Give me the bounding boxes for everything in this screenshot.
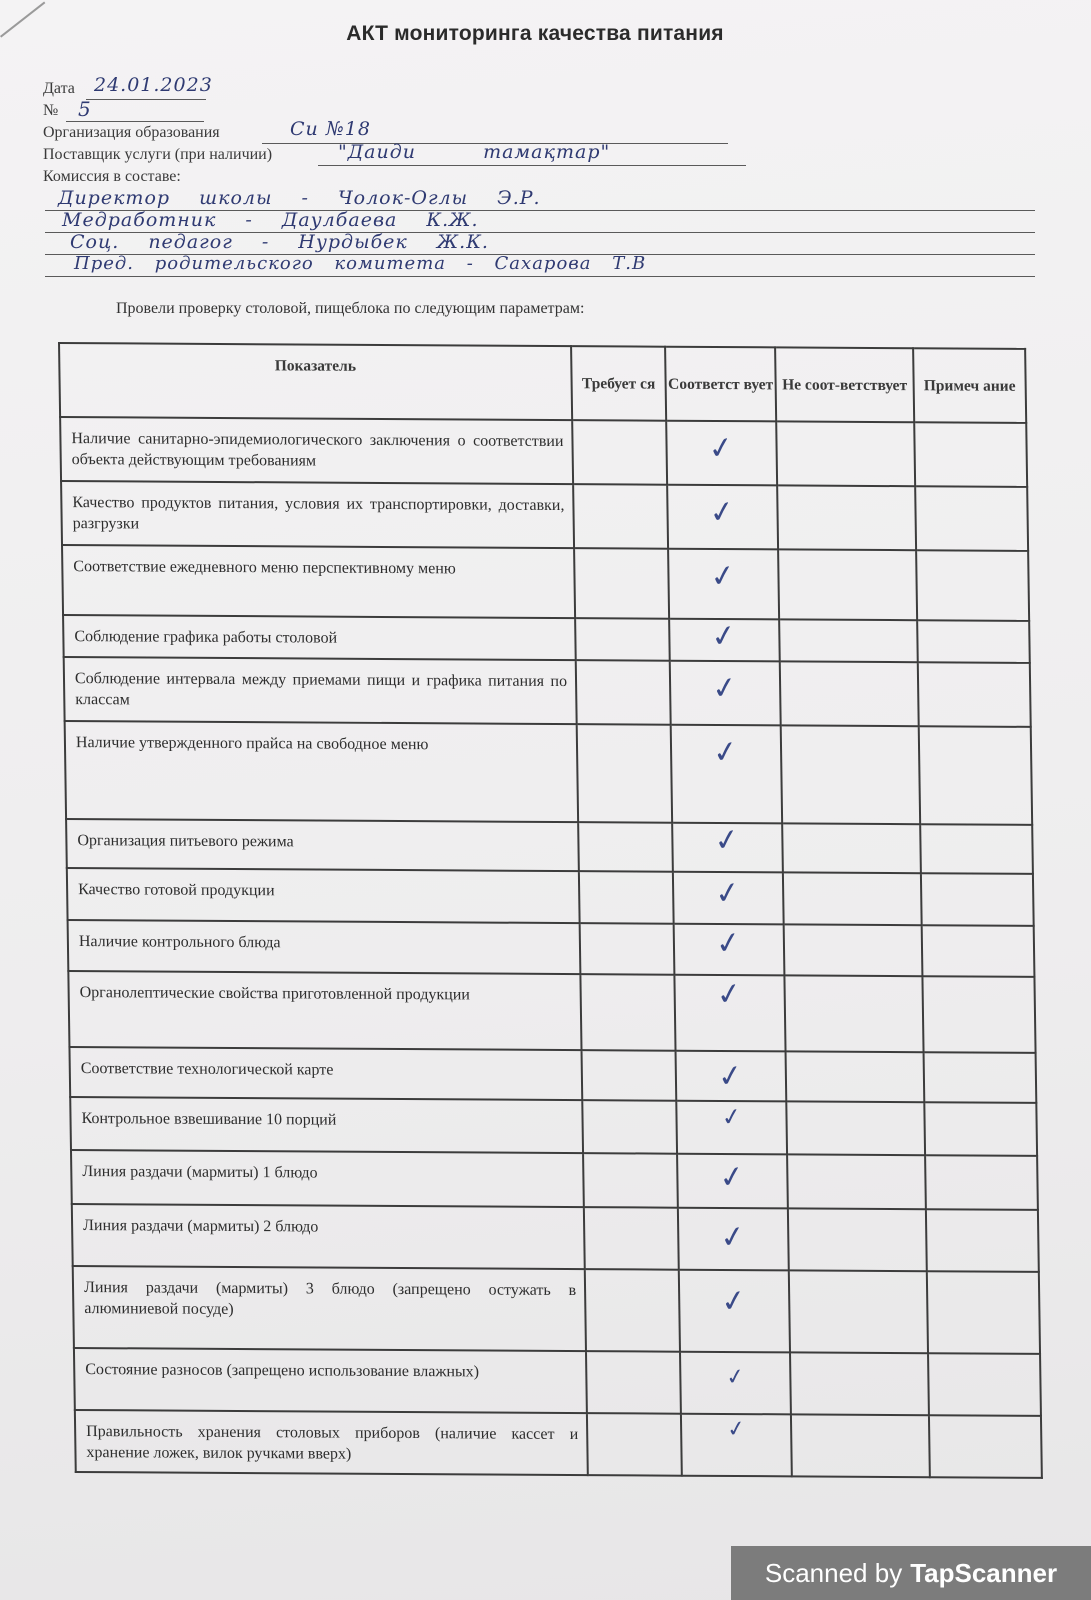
required-cell xyxy=(574,548,669,619)
number-label: № xyxy=(43,102,59,119)
noncompliant-cell xyxy=(790,1352,929,1415)
noncompliant-cell xyxy=(789,1270,928,1353)
check-mark-icon: ✓ xyxy=(719,1282,750,1321)
compliant-cell xyxy=(679,1270,790,1353)
check-mark-icon: ✓ xyxy=(714,975,745,1014)
table-row xyxy=(64,657,1031,727)
check-mark-icon: ✓ xyxy=(717,1158,748,1197)
note-cell xyxy=(926,1209,1039,1272)
required-cell xyxy=(576,660,671,725)
row-label: Контрольное взвешивание 10 порций xyxy=(70,1097,583,1153)
compliant-cell xyxy=(668,549,779,620)
header-compliant: Соответст вует xyxy=(665,347,776,422)
note-cell xyxy=(920,824,1033,874)
note-cell xyxy=(925,1155,1038,1210)
date-underline xyxy=(86,99,206,100)
required-cell xyxy=(580,923,675,975)
required-cell xyxy=(580,974,675,1051)
number-value: 5 xyxy=(78,97,92,121)
table-row xyxy=(62,545,1029,621)
organization-value: Си №18 xyxy=(290,118,371,140)
compliant-cell xyxy=(674,924,785,976)
table-header-row xyxy=(59,343,1026,423)
commission-member-1: Директор школы - Чолок-Оглы Э.Р. xyxy=(58,187,541,209)
header-note: Примеч ание xyxy=(913,348,1026,423)
noncompliant-cell xyxy=(786,1101,925,1155)
compliant-cell xyxy=(676,1101,787,1155)
required-cell xyxy=(587,1413,682,1476)
noncompliant-cell xyxy=(784,924,923,976)
note-cell xyxy=(918,662,1031,727)
compliant-cell xyxy=(667,485,778,550)
watermark-prefix: Scanned by xyxy=(764,1557,903,1588)
check-mark-icon: ✓ xyxy=(725,1415,748,1444)
noncompliant-cell xyxy=(777,485,916,550)
table-row xyxy=(66,819,1033,874)
check-mark-icon: ✓ xyxy=(718,1218,749,1257)
table-row xyxy=(74,1348,1041,1416)
noncompliant-cell xyxy=(782,823,921,873)
required-cell xyxy=(584,1207,679,1270)
noncompliant-cell xyxy=(783,872,922,925)
required-cell xyxy=(585,1269,680,1352)
required-cell xyxy=(579,871,674,924)
monitoring-table-wrapper xyxy=(58,342,1041,1496)
check-mark-icon: ✓ xyxy=(709,669,741,708)
check-mark-icon: ✓ xyxy=(706,429,737,468)
required-cell xyxy=(582,1050,677,1101)
supplier-underline xyxy=(318,165,746,166)
compliant-cell xyxy=(680,1352,791,1415)
check-mark-icon: ✓ xyxy=(724,1363,747,1392)
note-cell xyxy=(928,1353,1041,1416)
watermark-brand: TapScanner xyxy=(910,1557,1058,1588)
table-row xyxy=(71,1150,1038,1210)
noncompliant-cell xyxy=(788,1208,927,1271)
row-label: Организация питьевого режима xyxy=(66,819,579,871)
table-row xyxy=(68,971,1035,1053)
supplier-label: Поставщик услуги (при наличии) xyxy=(43,146,273,163)
row-label: Линия раздачи (мармиты) 2 блюдо xyxy=(72,1204,585,1269)
compliant-cell xyxy=(674,975,785,1052)
commission-member-2: Медработник - Даулбаева К.Ж. xyxy=(62,209,479,231)
tapscanner-watermark xyxy=(731,1546,1091,1600)
note-cell xyxy=(924,1052,1037,1103)
row-label: Соответствие ежедневного меню перспективному меню xyxy=(62,545,575,618)
row-label: Наличие санитарно-эпидемиологического заключения о соответствии объекта действующим требованиям xyxy=(60,417,573,484)
note-cell xyxy=(924,1102,1037,1156)
noncompliant-cell xyxy=(784,975,923,1052)
check-mark-icon: ✓ xyxy=(715,1057,746,1096)
noncompliant-cell xyxy=(787,1154,926,1209)
note-cell xyxy=(916,550,1029,621)
check-mark-icon: ✓ xyxy=(712,821,743,860)
required-cell xyxy=(582,1100,677,1154)
document-title: АКТ мониторинга качества питания xyxy=(346,22,724,45)
check-mark-icon: ✓ xyxy=(709,617,740,656)
table-row xyxy=(68,920,1035,977)
compliant-cell xyxy=(672,823,783,873)
row-label: Линия раздачи (мармиты) 1 блюдо xyxy=(71,1150,584,1207)
compliant-cell xyxy=(676,1051,787,1102)
note-cell xyxy=(914,422,1027,487)
row-label: Наличие контрольного блюда xyxy=(68,920,581,974)
row-label: Состояние разносов (запрещено использование влажных) xyxy=(74,1348,587,1413)
commission-member-4: Пред. родительского комитета - Сахарова Т.В xyxy=(74,253,647,274)
note-cell xyxy=(921,873,1034,926)
compliant-cell xyxy=(677,1154,788,1209)
required-cell xyxy=(583,1153,678,1208)
table-row xyxy=(65,721,1033,825)
note-cell xyxy=(919,726,1032,825)
row-label: Правильность хранения столовых приборов (наличие кассет и хранение ложек, вилок ручками вверх) xyxy=(75,1410,588,1475)
required-cell xyxy=(577,724,672,823)
noncompliant-cell xyxy=(791,1414,930,1477)
note-cell xyxy=(929,1415,1042,1478)
required-cell xyxy=(573,484,668,549)
noncompliant-cell xyxy=(786,1051,925,1102)
required-cell xyxy=(575,618,670,661)
noncompliant-cell xyxy=(780,661,919,726)
compliant-cell xyxy=(681,1414,792,1477)
commission-label: Комиссия в составе: xyxy=(43,168,181,185)
row-label: Соответствие технологической карте xyxy=(69,1047,582,1100)
table-row xyxy=(61,481,1028,551)
check-mark-icon: ✓ xyxy=(713,924,744,963)
table-row xyxy=(67,868,1034,926)
check-mark-icon: ✓ xyxy=(707,493,738,532)
monitoring-table xyxy=(58,342,1043,1479)
row-label: Качество готовой продукции xyxy=(67,868,580,923)
noncompliant-cell xyxy=(776,421,915,486)
supplier-value: "Даиди тамақтар" xyxy=(338,141,611,163)
commission-line-4 xyxy=(45,276,1035,277)
row-label: Качество продуктов питания, условия их транспортировки, доставки, разгрузки xyxy=(61,481,574,548)
row-label: Органолептические свойства приготовленной продукции xyxy=(68,971,581,1050)
header-noncompliant: Не соот-ветствует xyxy=(775,347,914,422)
date-label: Дата xyxy=(43,80,75,97)
compliant-cell xyxy=(678,1208,789,1271)
required-cell xyxy=(586,1351,681,1414)
required-cell xyxy=(572,420,667,485)
header-required: Требует ся xyxy=(571,346,666,421)
row-label: Наличие утвержденного прайса на свободное меню xyxy=(65,721,579,822)
row-label: Линия раздачи (мармиты) 3 блюдо (запрещено остужать в алюминиевой посуде) xyxy=(73,1266,586,1351)
note-cell xyxy=(927,1271,1040,1354)
row-label: Соблюдение интервала между приемами пищи и графика питания по классам xyxy=(64,657,577,724)
required-cell xyxy=(578,822,673,872)
table-row xyxy=(73,1266,1040,1354)
table-row xyxy=(63,615,1030,663)
check-mark-icon: ✓ xyxy=(713,874,744,913)
date-value: 24.01.2023 xyxy=(94,74,213,96)
noncompliant-cell xyxy=(779,619,918,662)
intro-text: Провели проверку столовой, пищеблока по следующим параметрам: xyxy=(116,300,585,317)
compliant-cell xyxy=(673,872,784,925)
commission-member-3: Соц. педагог - Нурдыбек Ж.К. xyxy=(70,231,489,253)
noncompliant-cell xyxy=(778,549,917,620)
table-row xyxy=(70,1097,1037,1156)
table-row xyxy=(72,1204,1039,1272)
table-row xyxy=(60,417,1027,487)
number-underline xyxy=(66,121,204,122)
compliant-cell xyxy=(666,421,777,486)
check-mark-icon: ✓ xyxy=(708,557,739,596)
note-cell xyxy=(922,925,1035,977)
check-mark-icon: ✓ xyxy=(710,733,742,772)
table-row xyxy=(75,1410,1042,1478)
table-row xyxy=(69,1047,1036,1103)
compliant-cell xyxy=(671,725,782,824)
note-cell xyxy=(922,976,1035,1053)
noncompliant-cell xyxy=(781,725,920,824)
note-cell xyxy=(917,620,1030,663)
compliant-cell xyxy=(669,619,780,662)
organization-label: Организация образования xyxy=(43,124,220,141)
check-mark-icon: ✓ xyxy=(719,1101,744,1133)
row-label: Соблюдение графика работы столовой xyxy=(63,615,576,660)
note-cell xyxy=(915,486,1028,551)
header-indicator: Показатель xyxy=(59,343,572,420)
compliant-cell xyxy=(670,661,781,726)
